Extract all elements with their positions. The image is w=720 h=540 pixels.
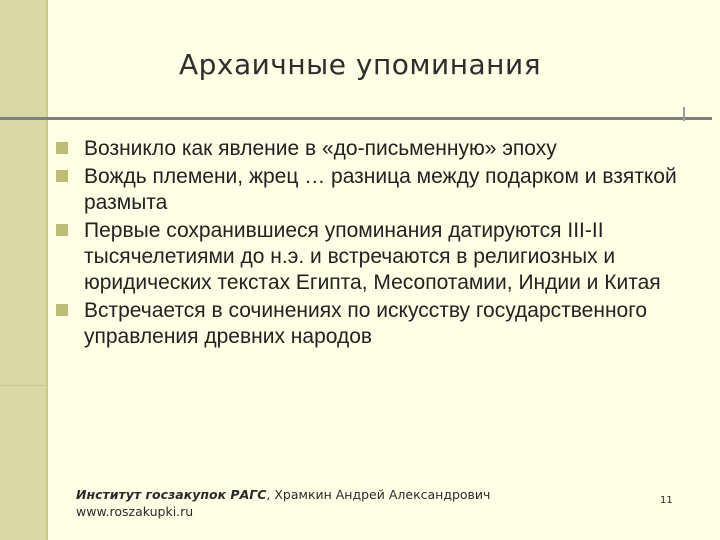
footer-credit-line bbox=[76, 486, 490, 503]
bullet-item bbox=[56, 298, 696, 350]
bullet-text: Возникло как явление в «до-письменную» эпоху bbox=[84, 137, 557, 160]
square-bullet-icon bbox=[56, 224, 68, 236]
left-decorative-band bbox=[0, 0, 46, 540]
footer-author: , Храмкин Андрей Александрович bbox=[266, 487, 491, 502]
square-bullet-icon bbox=[56, 304, 68, 316]
left-band-divider bbox=[46, 0, 48, 540]
bullet-item bbox=[56, 136, 696, 162]
title-divider-tick bbox=[683, 107, 685, 121]
bullet-item bbox=[56, 218, 696, 296]
footer-website: www.roszakupki.ru bbox=[76, 504, 194, 519]
square-bullet-icon bbox=[56, 170, 68, 182]
bullet-text: Встречается в сочинениях по искусству государственного управления древних народов bbox=[84, 299, 648, 348]
title-divider bbox=[0, 117, 712, 120]
square-bullet-icon bbox=[56, 142, 68, 154]
bullet-text: Вождь племени, жрец … разница между подарком и взяткой размыта bbox=[84, 165, 677, 214]
bullet-list bbox=[56, 136, 696, 352]
bullet-text: Первые сохранившиеся упоминания датируются III-II тысячелетиями до н.э. и встречаются в религиозных и юридических текстах Египта, Месопотамии, Индии и Китая bbox=[84, 219, 661, 294]
left-band-accent-line bbox=[0, 385, 48, 386]
slide-title: Архаичные упоминания bbox=[178, 48, 542, 81]
footer-organization: Институт госзакупок РАГС bbox=[76, 487, 267, 502]
bullet-item bbox=[56, 164, 696, 216]
footer bbox=[76, 486, 490, 520]
page-number: 11 bbox=[660, 495, 673, 506]
